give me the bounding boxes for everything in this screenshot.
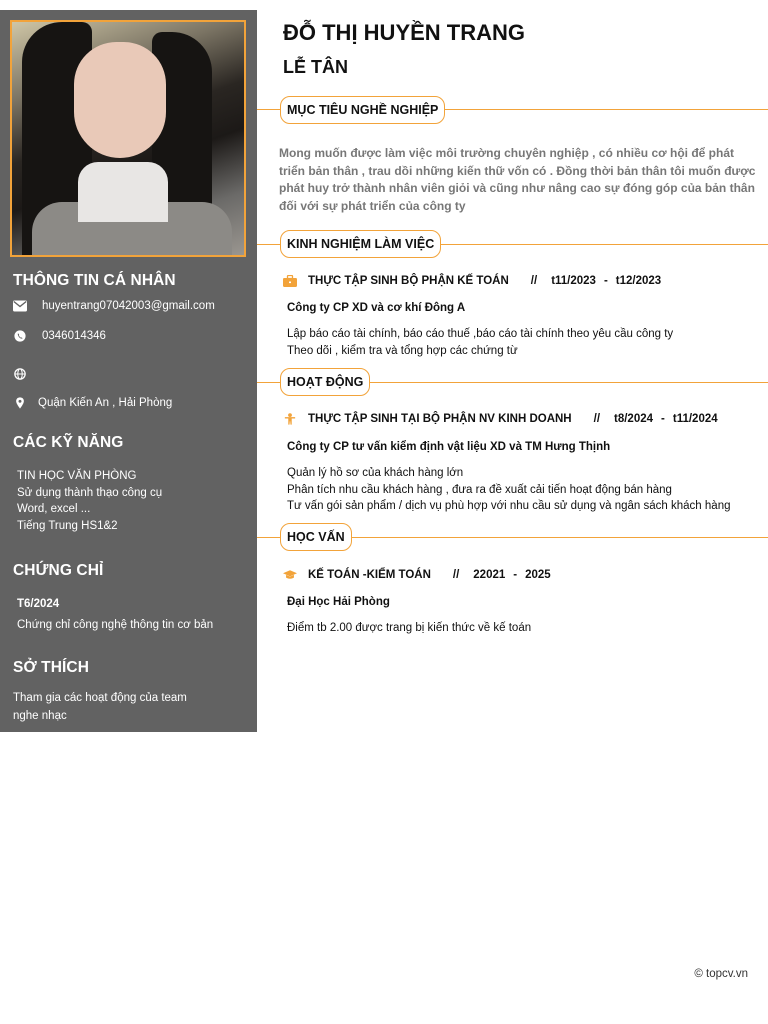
footer-brand[interactable]: © topcv.vn [694, 968, 748, 980]
email-row [13, 300, 215, 312]
experience-company: Công ty CP XD và cơ khí Đông A [287, 302, 466, 314]
activities-start: t8/2024 [614, 413, 654, 425]
full-name: ĐỖ THỊ HUYỀN TRANG [283, 20, 525, 45]
experience-start: t11/2023 [551, 275, 596, 287]
education-heading: HỌC VẤN [280, 523, 352, 551]
photo-face [74, 42, 166, 158]
activities-line: Phân tích nhu cầu khách hàng , đưa ra đề xuất cải tiến hoạt động bán hàng [287, 483, 672, 496]
education-description: Điểm tb 2.00 được trang bị kiến thức về kế toán [287, 622, 532, 634]
experience-separator: // [530, 275, 538, 287]
sidebar [0, 10, 257, 732]
objective-text: Mong muốn được làm việc môi trường chuyên nghiệp , có nhiều cơ hội để phát triển bản thân , trau dồi những kiến thữ vốn có . Đồng thời bản thân tôi muốn được phát huy trở thành nhân viên giỏi và cũng như nâng cao sự đóng góp của bản thân đối với sự phát triển của công ty [279, 146, 756, 213]
education-separator: // [452, 569, 460, 581]
globe-icon [13, 368, 27, 380]
skill-title: TIN HỌC VĂN PHÒNG [17, 470, 137, 482]
activities-separator: // [593, 413, 601, 425]
email-text[interactable]: huyentrang07042003@gmail.com [42, 300, 215, 312]
activities-line: Quản lý hồ sơ của khách hàng lớn [287, 467, 464, 479]
experience-line: Lập báo cáo tài chính, báo cáo thuế ,báo cáo tài chính theo yêu cầu công ty [287, 328, 674, 340]
website-row [13, 368, 42, 380]
activities-description [287, 465, 730, 515]
activities-line: Tư vấn gói sản phẩm / dịch vụ phù hợp với nhu cầu sử dụng và ngân sách khách hàng [287, 500, 731, 512]
skill-line: Sử dụng thành thạo công cụ [17, 486, 163, 499]
activities-dash: - [661, 413, 665, 425]
certificate-name: Chứng chỉ công nghệ thông tin cơ bản [17, 619, 214, 631]
skill-line: Tiếng Trung HS1&2 [17, 519, 118, 532]
address-row [13, 397, 172, 409]
hobbies-list [13, 689, 187, 725]
phone-row [13, 330, 106, 342]
education-dash: - [513, 569, 518, 581]
person-icon [283, 413, 297, 425]
briefcase-icon [283, 275, 297, 287]
activities-company: Công ty CP tư vấn kiểm định vật liệu XD và TM Hưng Thịnh [287, 441, 611, 453]
skills-heading: CÁC KỸ NĂNG [13, 434, 124, 451]
experience-dash: - [603, 275, 608, 287]
experience-heading: KINH NGHIỆM LÀM VIỆC [280, 230, 441, 258]
experience-end: t12/2023 [615, 275, 662, 287]
hobby-line: nghe nhạc [13, 710, 67, 722]
certificate-date: T6/2024 [17, 598, 60, 610]
phone-text[interactable]: 0346014346 [42, 330, 106, 342]
experience-description [287, 326, 673, 359]
photo-collar [78, 162, 168, 222]
skill-line: Word, excel ... [17, 503, 91, 515]
objective-heading: MỤC TIÊU NGHỀ NGHIỆP [280, 96, 445, 124]
experience-title-row [283, 275, 661, 287]
activities-title: THỰC TẬP SINH TẠI BỘ PHẬN NV KINH DOANH [308, 413, 572, 425]
hobby-line: Tham gia các hoạt động của team [13, 692, 187, 704]
education-end: 2025 [525, 569, 551, 581]
phone-icon [13, 330, 27, 342]
job-role: LỄ TÂN [283, 57, 348, 77]
education-title: KẾ TOÁN -KIỂM TOÁN [308, 569, 431, 581]
education-school: Đại Học Hải Phòng [287, 596, 390, 608]
certificates-heading: CHỨNG CHỈ [13, 562, 104, 579]
address-text: Quận Kiến An , Hải Phòng [38, 397, 173, 409]
experience-line: Theo dõi , kiểm tra và tổng hợp các chứng từ [287, 344, 518, 357]
activities-title-row [283, 413, 718, 425]
experience-title: THỰC TẬP SINH BỘ PHẬN KẾ TOÁN [308, 275, 509, 287]
envelope-icon [13, 300, 27, 312]
personal-info-heading: THÔNG TIN CÁ NHÂN [13, 272, 176, 289]
activities-heading: HOẠT ĐỘNG [280, 368, 370, 396]
graduation-cap-icon [283, 569, 297, 581]
skills-list [17, 468, 162, 534]
activities-end: t11/2024 [672, 413, 718, 425]
location-pin-icon [13, 397, 27, 409]
profile-photo [10, 20, 246, 257]
education-start: 22021 [473, 569, 506, 581]
education-title-row [283, 569, 551, 581]
hobbies-heading: SỞ THÍCH [13, 659, 90, 676]
